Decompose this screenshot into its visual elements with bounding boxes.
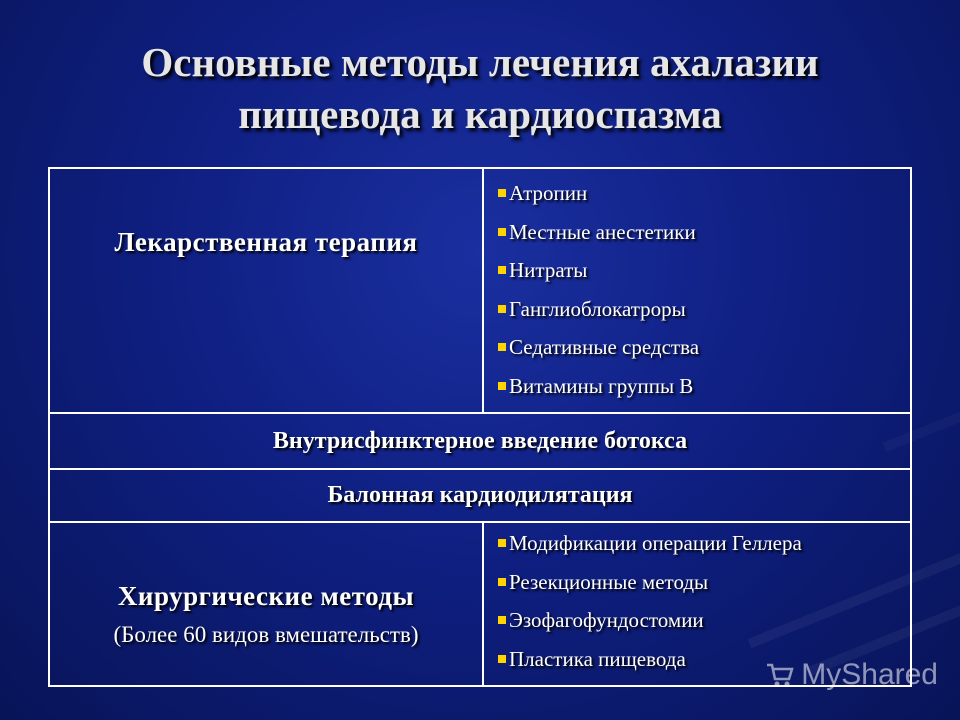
title-line-2: пищевода и кардиоспазма (238, 91, 722, 137)
watermark-text: MyShared (801, 658, 938, 691)
bullet-icon (498, 382, 506, 390)
table-cell (49, 168, 483, 413)
list-item-text: Резекционные методы (509, 569, 709, 594)
surgical-methods-subtitle: (Более 60 видов вмешательств) (113, 621, 419, 647)
list-item (498, 220, 910, 259)
bullet-icon (498, 655, 506, 663)
list-item-text: Эзофагофундостомии (509, 608, 704, 632)
surgical-methods-heading: Хирургические методы (117, 580, 415, 611)
list-item-text: Нитраты (509, 258, 588, 282)
table-row (49, 413, 911, 469)
shopping-cart-icon (765, 661, 795, 689)
methods-table (48, 167, 912, 687)
list-item (498, 374, 910, 413)
balloon-cell: Балонная кардиодилятация (49, 469, 911, 522)
slide-title (40, 36, 920, 140)
list-item-text: Местные анестетики (509, 219, 696, 244)
list-item (498, 258, 910, 297)
list-item-text: Атропин (509, 181, 588, 205)
bullet-icon (498, 578, 506, 586)
table-cell (483, 168, 911, 413)
bullet-icon (498, 228, 506, 236)
list-item-text: Ганглиоблокатроры (509, 296, 686, 321)
list-item (498, 570, 910, 609)
list-item-text: Пластика пищевода (509, 646, 686, 671)
table-row (49, 168, 911, 413)
drug-therapy-list (484, 181, 910, 412)
list-item-text: Витамины группы В (509, 373, 694, 398)
list-item (498, 297, 910, 336)
bullet-icon (498, 539, 506, 547)
list-item (498, 531, 910, 570)
botox-cell: Внутрисфинктерное введение ботокса (49, 413, 911, 469)
table-row (49, 469, 911, 522)
list-item-text: Седативные средства (509, 335, 700, 359)
list-item-text: Модификации операции Геллера (509, 531, 802, 555)
list-item (498, 181, 910, 220)
watermark (765, 658, 938, 692)
table-cell (49, 522, 483, 686)
bullet-icon (498, 305, 506, 313)
drug-therapy-heading: Лекарственная терапия (114, 227, 418, 257)
list-item (498, 335, 910, 374)
bullet-icon (498, 189, 506, 197)
title-line-1: Основные методы лечения ахалазии (141, 39, 819, 85)
bullet-icon (498, 343, 506, 351)
bullet-icon (498, 616, 506, 624)
list-item (498, 608, 910, 647)
bullet-icon (498, 266, 506, 274)
